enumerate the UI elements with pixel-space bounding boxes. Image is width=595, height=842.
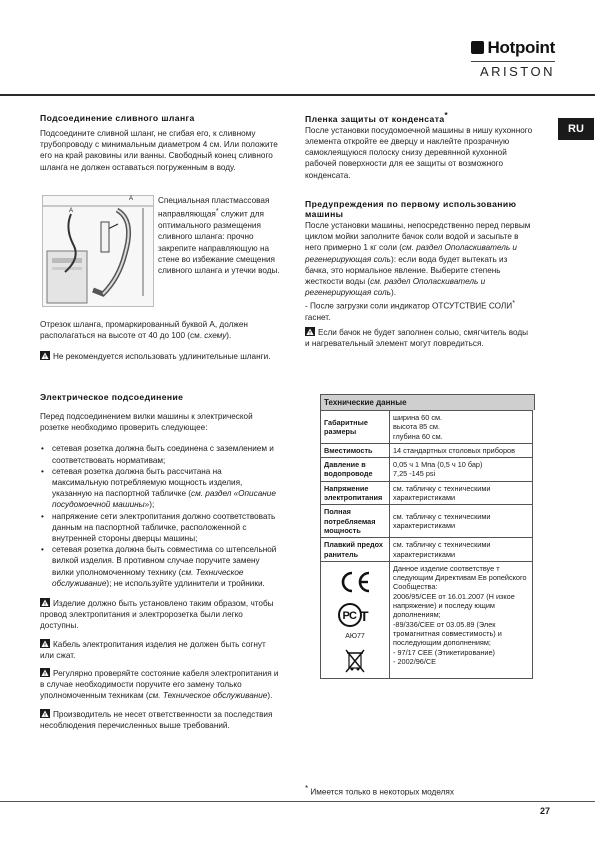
brand-logo <box>471 38 555 79</box>
table-row <box>321 561 533 678</box>
cert-code: АЮ77 <box>345 633 365 641</box>
warning-icon <box>40 351 50 360</box>
access-warning-text: Изделие должно быть установлено таким образом, чтобы провод электропитания и электророзетка были легко доступны. <box>40 599 274 631</box>
footnote <box>305 783 545 798</box>
electric-checklist <box>40 443 280 589</box>
spec-key: Напряжение электропитания <box>321 481 390 505</box>
extension-warning-text: Не рекомендуется использовать удлинительные шланги. <box>53 352 271 361</box>
liability-warning-text: Производитель не несет ответственности за последствия несоблюдения перечисленных выше требований. <box>40 709 273 730</box>
footer-rule <box>0 801 595 802</box>
cable-warning <box>40 639 280 661</box>
drain-guide-text <box>158 195 282 276</box>
table-row <box>321 458 533 482</box>
language-tab: RU <box>558 118 594 140</box>
warning-icon <box>40 598 50 607</box>
table-row <box>321 411 533 444</box>
spec-value: см. табличку с техническими характеристиками <box>390 538 533 562</box>
condensate-title: Пленка защиты от конденсата* <box>305 111 449 124</box>
svg-text:Р: Р <box>342 610 350 623</box>
extension-warning <box>40 351 280 362</box>
salt-indicator-note: - После загрузки соли индикатор ОТСУТСТВИЕ СОЛИ* гаснет. <box>305 300 515 323</box>
figure-label-a2: A <box>69 208 74 214</box>
footnote-text: Имеется только в некоторых моделях <box>310 787 454 797</box>
table-row <box>321 443 533 457</box>
condensate-section <box>305 111 533 181</box>
electric-intro: Перед подсоединением вилки машины к электрической розетке необходимо проверить следующее: <box>40 412 253 433</box>
cable-check-warning: Регулярно проверяйте состояние кабеля электропитания и в случае необходимости поручите его замену только уполномоченным техникам (см. Техническое обслуживание). <box>40 669 279 701</box>
condensate-paragraph: После установки посудомоечной машины в нишу кухонного элемента откройте ее дверцу и наклейте прозрачную самоклеящуюся полоску снизу деревянной кухонной рабочей поверхности для ее защиты от возможного конденсата. <box>305 125 533 180</box>
spec-table <box>320 410 533 679</box>
electric-section <box>40 392 280 731</box>
spec-value: 14 стандартных столовых приборов <box>390 443 533 457</box>
table-row <box>321 505 533 538</box>
guide-text-a: Специальная пластмассовая направляющая <box>158 196 270 219</box>
spec-key: Вместимость <box>321 443 390 457</box>
brand-sub: ARISTON <box>471 61 555 79</box>
spec-value: см. табличку с техническими характеристиками <box>390 505 533 538</box>
guide-text-b: служит для оптимального размещения сливного шланга: прочно закрепите направляющую на стене во избежание смещения сливного шланга и утечки воды. <box>158 209 280 275</box>
weee-bin-icon <box>344 648 366 674</box>
page-number: 27 <box>540 806 551 816</box>
drain-hose-figure <box>42 195 154 307</box>
spec-value: 0,05 ч 1 Мпа (0,5 ч 10 бар) 7,25 -145 psi <box>390 458 533 482</box>
warning-icon <box>40 639 50 648</box>
first-use-title: Предупреждения по первому использованию машины <box>305 199 517 219</box>
svg-text:С: С <box>349 610 357 623</box>
cert-marks <box>321 561 390 678</box>
spec-table-title: Технические данные <box>320 394 535 410</box>
table-row <box>321 481 533 505</box>
figure-label-a: A <box>129 196 134 202</box>
cable-warning-text: Кабель электропитания изделия не должен быть согнут или сжат. <box>40 639 266 660</box>
pct-mark-icon <box>337 602 373 628</box>
list-item: • сетевая розетка должна быть совместима со штепсельной вилкой изделия. В противном случае поручите замену вилки уполномоченному технику (см. Техническое обслуживание); не используйте удлинители и тройники. <box>52 544 280 589</box>
ce-mark-icon <box>338 570 372 594</box>
spec-key: Плавкий предох ранитель <box>321 538 390 562</box>
warning-icon <box>305 327 315 336</box>
first-use-paragraph: После установки машины, непосредственно перед первым циклом мойки заполните бачок соли водой и засыпьте в него примерно 1 кг соли (см. раздел Ополаскиватель и регенерирующая соль): если вода будет вытекать из бачка, это нормальное явление. Выберите степень жесткости воды (см. раздел Ополаскиватель и регенерирующая соль). <box>305 221 531 298</box>
table-row <box>321 538 533 562</box>
drain-paragraph: Подсоедините сливной шланг, не сгибая его, к сливному трубопроводу с минимальным диаметром 4 см. Или положите его на край раковины или ванны. Свободный конец сливного шланга не должен оставаться погруженным в воду. <box>40 129 278 172</box>
brand-name: Hotpoint <box>487 38 555 57</box>
spec-key: Полная потребляемая мощность <box>321 505 390 538</box>
list-item: • сетевая розетка должна быть рассчитана на максимальную потребляемую мощность изделия, указанную на паспортной табличке (см. раздел «Описание посудомоечной машины»); <box>52 466 280 511</box>
spec-value: ширина 60 см. высота 85 см. глубина 60 см. <box>390 411 533 444</box>
warning-icon <box>40 709 50 718</box>
hotpoint-mark-icon <box>471 41 484 54</box>
liability-warning <box>40 709 280 731</box>
first-use-section <box>305 199 533 349</box>
list-item: • напряжение сети электропитания должно соответствовать данным на паспортной табличке, расположенной с внутренней стороны дверцы машины; <box>52 511 280 545</box>
list-item: • сетевая розетка должна быть соединена с заземлением и соответствовать нормативам; <box>52 443 280 465</box>
footnote-star: * <box>305 784 309 793</box>
access-warning <box>40 598 280 632</box>
spec-key: Давление в водопроводе <box>321 458 390 482</box>
warning-icon <box>40 668 50 677</box>
height-note-a: Отрезок шланга, промаркированный буквой А, должен располагаться на высоте от 40 до 100 (см. <box>40 320 248 341</box>
spec-table-block <box>320 394 535 679</box>
spec-key: Габаритные размеры <box>321 411 390 444</box>
drain-title: Подсоединение сливного шланга <box>40 113 195 123</box>
guide-star: * <box>215 208 219 216</box>
salt-warning <box>305 327 533 349</box>
drain-section <box>40 113 280 173</box>
salt-warning-text: Если бачок не будет заполнен солью, смягчитель воды и нагревательный элемент могут повредиться. <box>305 327 528 348</box>
spec-value: см. табличку с техническими характеристиками <box>390 481 533 505</box>
height-note-b: ). <box>226 331 232 341</box>
drain-height-note <box>40 319 280 341</box>
directives-text: Данное изделие соответствуе т следующим Директивам Ев ропейского Сообщества: 2006/95/CEE от 16.01.2007 (Н изкое напряжение) и последу ющим дополнениям; -89/336/CEE от 03.05.89 (Элек тромагнитная совместимость) и последующим дополнениям; - 97/17 CEE (Этикетирование) - 2002/96/CE <box>390 561 533 678</box>
height-note-link: схему <box>204 331 227 341</box>
svg-text:Т: Т <box>360 608 369 625</box>
electric-title: Электрическое подсоединение <box>40 392 184 402</box>
header-rule <box>0 94 595 96</box>
